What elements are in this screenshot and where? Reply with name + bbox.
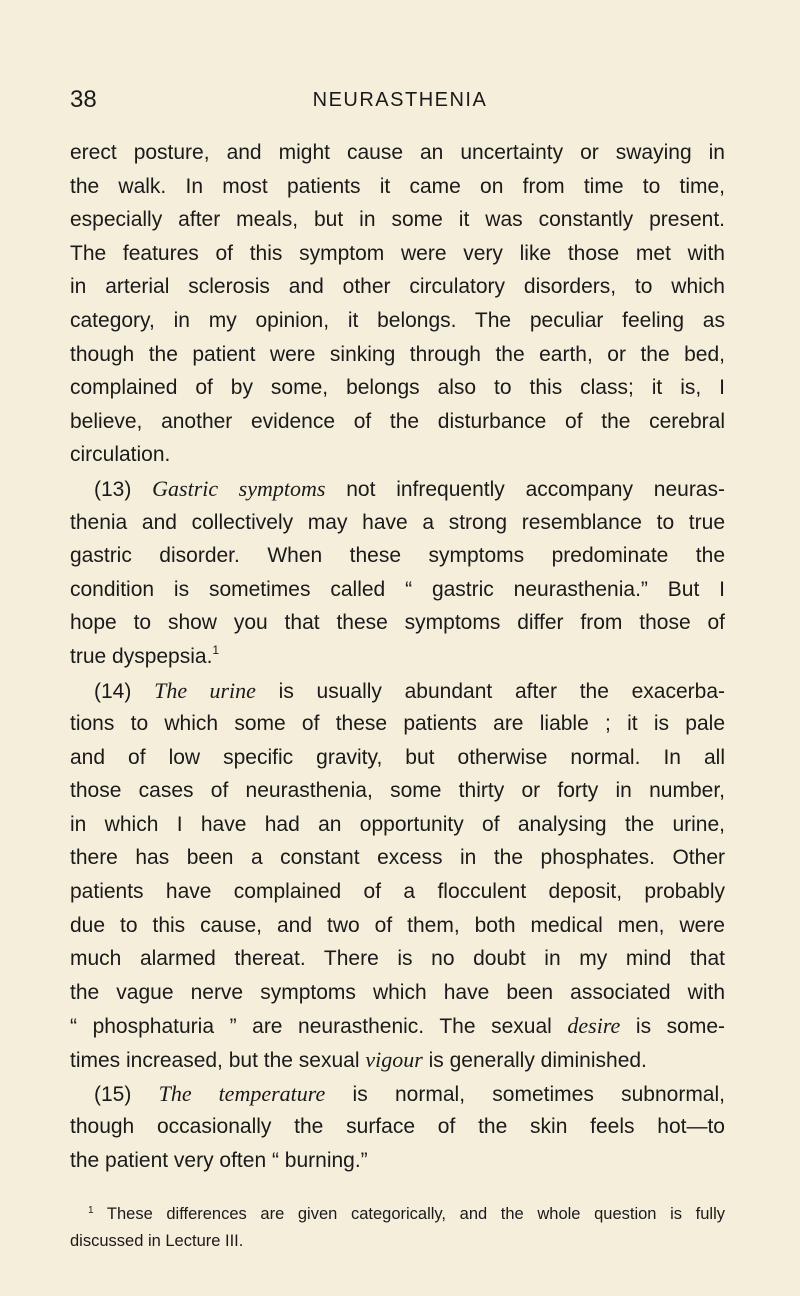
text-line: the walk. In most patients it came on from time to time, [70,174,725,198]
text-line: gastric disorder. When these symptoms predominate the [70,544,725,568]
text-line: and of low specific gravity, but otherwise normal. In all [70,745,725,769]
footnote-text: These differences are given categorically, and the whole question is fully [106,1205,725,1223]
text-run: is usually abundant after the exacerba- [255,679,725,703]
text-line [70,674,725,708]
footnote [70,1201,725,1255]
italic-term: The urine [154,677,256,703]
running-title: NEURASTHENIA [312,89,488,111]
text-line: “ phosphaturia ” are neurasthenic. The sexual desire is some- [70,1013,725,1039]
text-line: in which I have had an opportunity of analysing the urine, [70,812,725,836]
text-line: much alarmed thereat. There is no doubt in my mind that [70,947,725,971]
text-line: in arterial sclerosis and other circulatory disorders, to which [70,275,725,299]
text-line: believe, another evidence of the disturbance of the cerebral [70,409,725,433]
text-line: thenia and collectively may have a strong resemblance to true [70,510,725,534]
text-run: (14) [94,679,155,703]
italic-term: The temperature [158,1080,326,1106]
footnote-reference: 1 [212,642,220,657]
text-run: is normal, sometimes subnormal, [325,1082,725,1106]
text-line [70,1077,725,1111]
text-line: category, in my opinion, it belongs. The peculiar feeling as [70,308,725,332]
text-line: the vague nerve symptoms which have been associated with [70,980,725,1004]
text-line: especially after meals, but in some it was constantly present. [70,208,725,232]
text-line: those cases of neurasthenia, some thirty or forty in number, [70,779,725,803]
text-line: complained of by some, belongs also to this class; it is, I [70,376,725,400]
text-line: erect posture, and might cause an uncertainty or swaying in [70,141,725,164]
italic-term: vigour [365,1047,423,1073]
italic-term: Gastric symptoms [152,475,326,501]
body-text [70,136,725,1177]
text-line: there has been a constant excess in the phosphates. Other [70,846,725,870]
text-line: hope to show you that these symptoms differ from those of [70,611,725,635]
text-line: condition is sometimes called “ gastric neurasthenia.” But I [70,577,725,601]
text-line: due to this cause, and two of them, both medical men, were [70,913,725,937]
footnote-mark: 1 [88,1205,94,1216]
italic-term: desire [567,1013,621,1039]
text-run: true dyspepsia. [70,644,213,668]
text-line: patients have complained of a flocculent deposit, probably [70,880,725,904]
text-line: tions to which some of these patients are liable ; it is pale [70,712,725,736]
text-line: times increased, but the sexual vigour is generally diminished. [70,1047,647,1073]
text-line: circulation. [70,443,171,467]
text-run: not infrequently accompany neuras- [325,477,725,501]
text-run: (15) [94,1082,159,1106]
text-line [70,640,725,674]
text-line: The features of this symptom were very like those met with [70,241,725,265]
text-line [70,472,725,506]
text-run: (13) [94,477,153,501]
footnote-line [70,1201,725,1228]
text-line: the patient very often “ burning.” [70,1148,368,1172]
page-number: 38 [70,86,97,113]
text-line: though the patient were sinking through the earth, or the bed, [70,342,725,366]
page-header [0,82,800,118]
footnote-line: discussed in Lecture III. [70,1232,244,1250]
text-line: though occasionally the surface of the skin feels hot—to [70,1115,725,1139]
